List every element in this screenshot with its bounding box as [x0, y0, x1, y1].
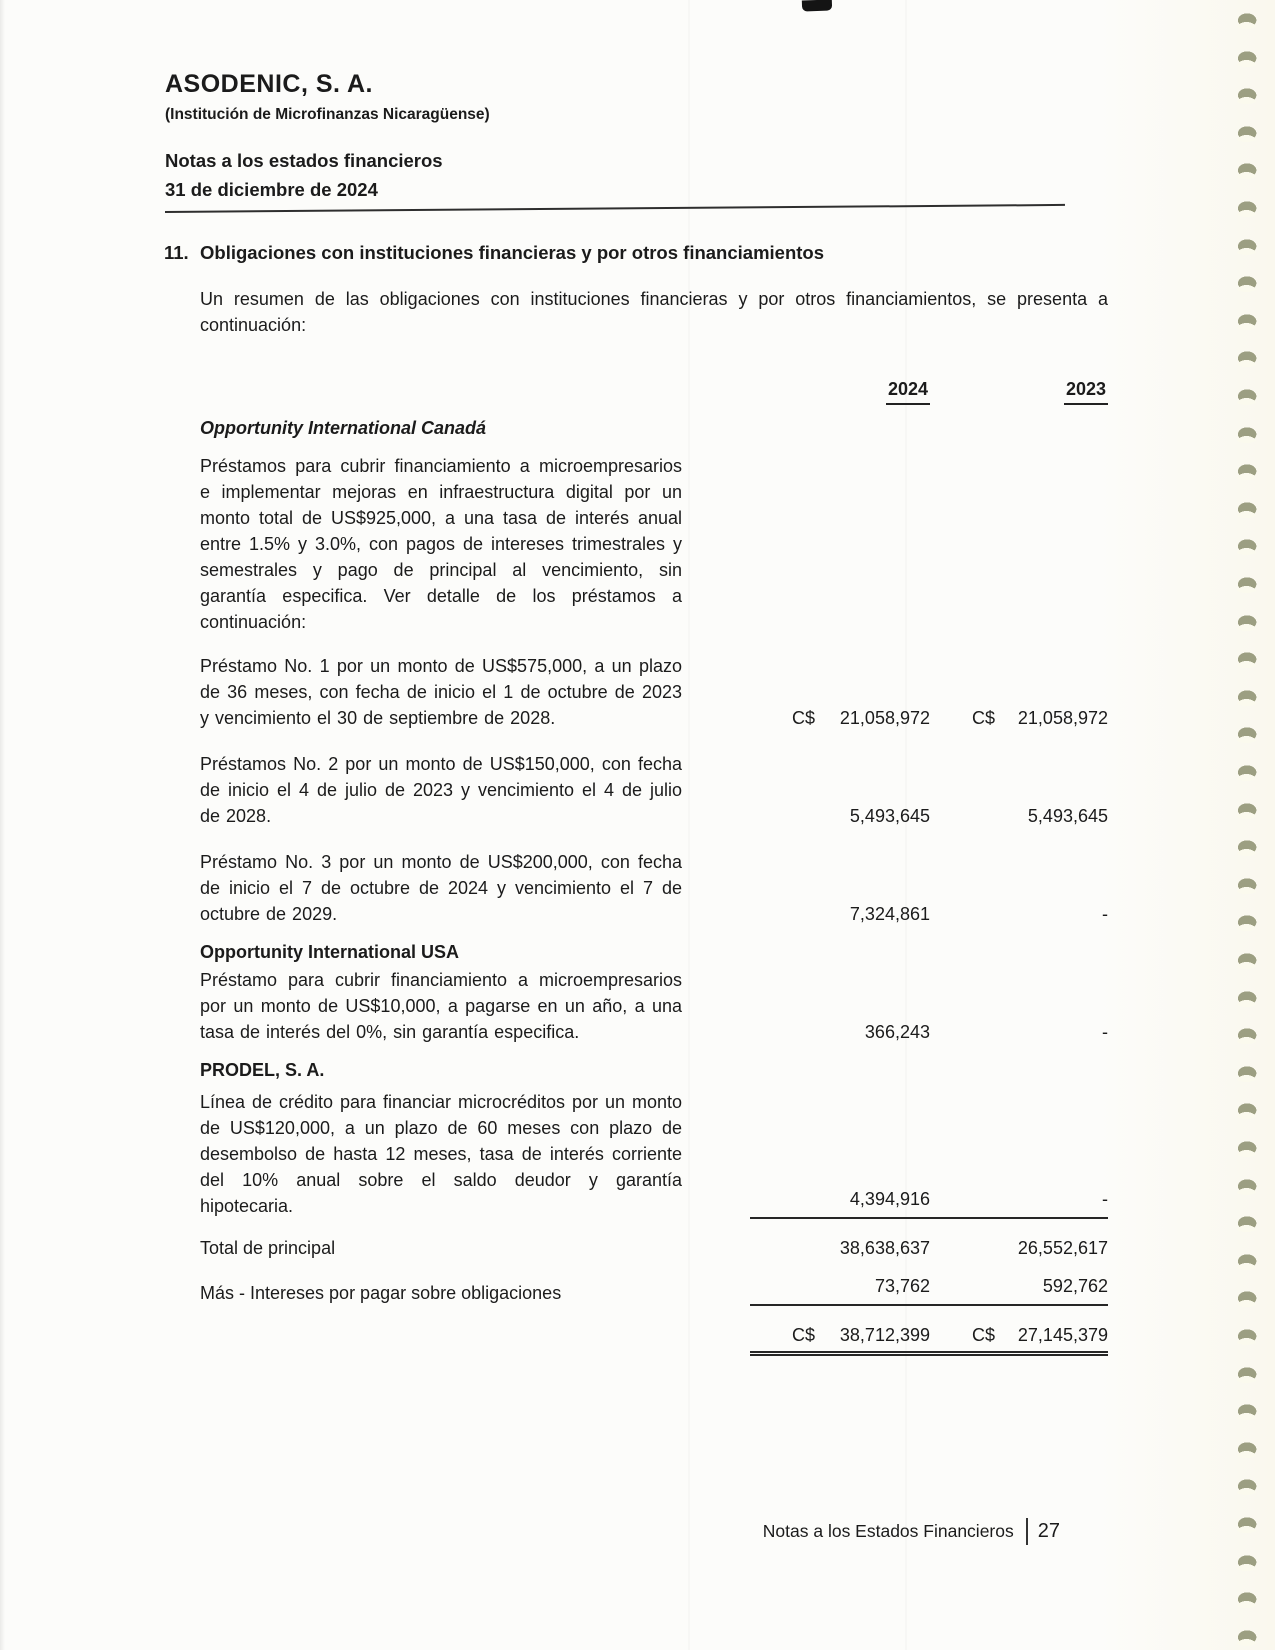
interest-payable-label: Más - Intereses por pagar sobre obligaciones — [200, 1283, 562, 1303]
binding-mark — [1230, 269, 1263, 292]
currency-symbol: C$ — [792, 1325, 816, 1345]
loan2-description: Préstamos No. 2 por un monto de US$150,000, con fecha de inicio el 4 de julio de 2023 y vencimiento el 4 de julio de 2028. — [200, 754, 682, 826]
footer-label: Notas a los Estados Financieros — [762, 1521, 1014, 1541]
group-heading-canada: Opportunity International Canadá — [200, 418, 487, 438]
binding-mark — [1230, 1435, 1263, 1458]
currency-symbol: C$ — [972, 1325, 996, 1345]
binding-mark — [1230, 1510, 1263, 1533]
binding-mark — [1230, 81, 1263, 104]
binding-mark — [1230, 1284, 1263, 1307]
total-principal-2023: 26,552,617 — [1017, 1238, 1108, 1258]
binding-mark — [1230, 1172, 1263, 1195]
prodel-amount-2023: - — [930, 1186, 1108, 1219]
binding-mark — [1230, 1059, 1263, 1082]
footer-divider — [1026, 1518, 1028, 1545]
binding-mark — [1230, 194, 1263, 217]
binding-mark — [1230, 683, 1263, 706]
currency-symbol: C$ — [792, 708, 816, 728]
loan2-amount-2024: 5,493,645 — [849, 806, 930, 826]
binding-mark — [1230, 645, 1263, 668]
binding-mark — [1230, 1548, 1263, 1571]
total-principal-label: Total de principal — [200, 1238, 336, 1258]
binding-mark — [1230, 44, 1263, 67]
interest-payable-row — [200, 1273, 1108, 1306]
binding-mark — [1230, 1247, 1263, 1270]
binding-mark — [1230, 758, 1263, 781]
usa-amount-2023: - — [1102, 1022, 1108, 1042]
document-header — [165, 70, 1075, 207]
binding-mark — [1230, 720, 1263, 743]
loan3-amount-2023: - — [1102, 904, 1108, 924]
loan1-amount-2024: C$ 21,058,972 — [750, 705, 930, 731]
loan2-amount-2023: 5,493,645 — [1027, 806, 1108, 826]
document-date: 31 de diciembre de 2024 — [165, 179, 378, 200]
grand-total-2023: C$ 27,145,379 — [930, 1322, 1108, 1356]
page-number: 27 — [1037, 1520, 1060, 1542]
table-row-loan2 — [200, 751, 1108, 829]
binding-mark — [1230, 6, 1263, 29]
total-principal-2024: 38,638,637 — [839, 1238, 930, 1258]
binding-mark — [1230, 1209, 1263, 1232]
grand-total-row — [200, 1322, 1108, 1356]
year-column-headers — [200, 376, 1108, 405]
usa-amount-2024: 366,243 — [864, 1022, 930, 1042]
company-name: ASODENIC, S. A. — [165, 70, 373, 98]
usa-loan-description: Préstamo para cubrir financiamiento a microempresarios por un monto de US$10,000, a pagarse en un año, a una tasa de interés del 0%, sin garantía especifica. — [200, 970, 682, 1042]
page-footer — [740, 1518, 1060, 1545]
binding-mark — [1230, 532, 1263, 555]
scan-edge-shadow — [0, 0, 5, 1650]
binding-mark — [1230, 382, 1263, 405]
document-title: Notas a los estados financieros — [165, 150, 443, 171]
binding-mark — [1230, 570, 1263, 593]
total-principal-row — [200, 1235, 1108, 1261]
table-row-usa-loan — [200, 967, 1108, 1045]
binding-mark — [1230, 1021, 1263, 1044]
loan1-amount-2023: C$ 21,058,972 — [930, 705, 1108, 731]
binding-mark — [1230, 457, 1263, 480]
interest-2023: 592,762 — [930, 1273, 1108, 1306]
interest-2024: 73,762 — [750, 1273, 930, 1306]
binding-mark — [1230, 119, 1263, 142]
binding-mark — [1230, 156, 1263, 179]
section-number: 11. — [164, 242, 189, 263]
binding-mark — [1230, 420, 1263, 443]
binding-mark — [1230, 1472, 1263, 1495]
binding-mark — [1230, 1096, 1263, 1119]
table-row-loan3 — [200, 849, 1108, 927]
column-header-2023: 2023 — [930, 376, 1108, 405]
company-subtitle: (Institución de Microfinanzas Nicaragüense) — [165, 106, 490, 123]
group-heading-usa: Opportunity International USA — [200, 942, 459, 962]
binding-mark — [1230, 796, 1263, 819]
column-header-2024: 2024 — [750, 376, 930, 405]
scan-artifact-mark — [802, 0, 832, 12]
binding-mark — [1230, 1360, 1263, 1383]
prodel-loan-description: Línea de crédito para financiar microcréditos por un monto de US$120,000, a un plazo de 60 meses con plazo de desembolso de hasta 12 meses, tasa de interés corriente del 10% anual sobre el saldo deudor y garantía hipotecaria. — [200, 1092, 682, 1216]
section-title: Obligaciones con instituciones financieras y por otros financiamientos — [200, 242, 824, 263]
grand-total-2024: C$ 38,712,399 — [750, 1322, 930, 1356]
binding-mark — [1230, 984, 1263, 1007]
table-row-prodel-loan — [200, 1089, 1108, 1219]
binding-mark — [1230, 1585, 1263, 1608]
binding-mark — [1230, 608, 1263, 631]
prodel-amount-2024: 4,394,916 — [750, 1186, 930, 1219]
binding-mark — [1230, 871, 1263, 894]
binding-mark — [1230, 1397, 1263, 1420]
binding-mark — [1230, 833, 1263, 856]
table-row-loan1 — [200, 653, 1108, 731]
note-content — [164, 240, 1108, 1376]
binding-mark — [1230, 1134, 1263, 1157]
binding-mark — [1230, 495, 1263, 518]
binding-mark — [1230, 1623, 1263, 1646]
binding-mark — [1230, 908, 1263, 931]
section-heading — [164, 240, 1108, 266]
loan3-description: Préstamo No. 3 por un monto de US$200,000, con fecha de inicio el 7 de octubre de 2024 y vencimiento el 7 de octubre de 2029. — [200, 852, 682, 924]
binding-mark — [1230, 946, 1263, 969]
section-intro-paragraph: Un resumen de las obligaciones con instituciones financieras y por otros financiamientos, se presenta a continuación: — [200, 289, 1108, 335]
group-heading-prodel: PRODEL, S. A. — [200, 1060, 325, 1080]
binding-mark — [1230, 344, 1263, 367]
group-intro-paragraph: Préstamos para cubrir financiamiento a microempresarios e implementar mejoras en infraestructura digital por un monto total de US$925,000, a una tasa de interés anual entre 1.5% y 3.0%, con pagos de intereses trimestrales y semestrales y pago de principal al vencimiento, sin garantía especifica. Ver detalle de los préstamos a continuación: — [200, 456, 682, 632]
binding-mark — [1230, 1322, 1263, 1345]
binding-mark — [1230, 307, 1263, 330]
binding-mark — [1230, 232, 1263, 255]
currency-symbol: C$ — [972, 708, 996, 728]
loan1-description: Préstamo No. 1 por un monto de US$575,000, a un plazo de 36 meses, con fecha de inicio el 1 de octubre de 2023 y vencimiento el 30 de septiembre de 2028. — [200, 656, 682, 728]
loan3-amount-2024: 7,324,861 — [849, 904, 930, 924]
